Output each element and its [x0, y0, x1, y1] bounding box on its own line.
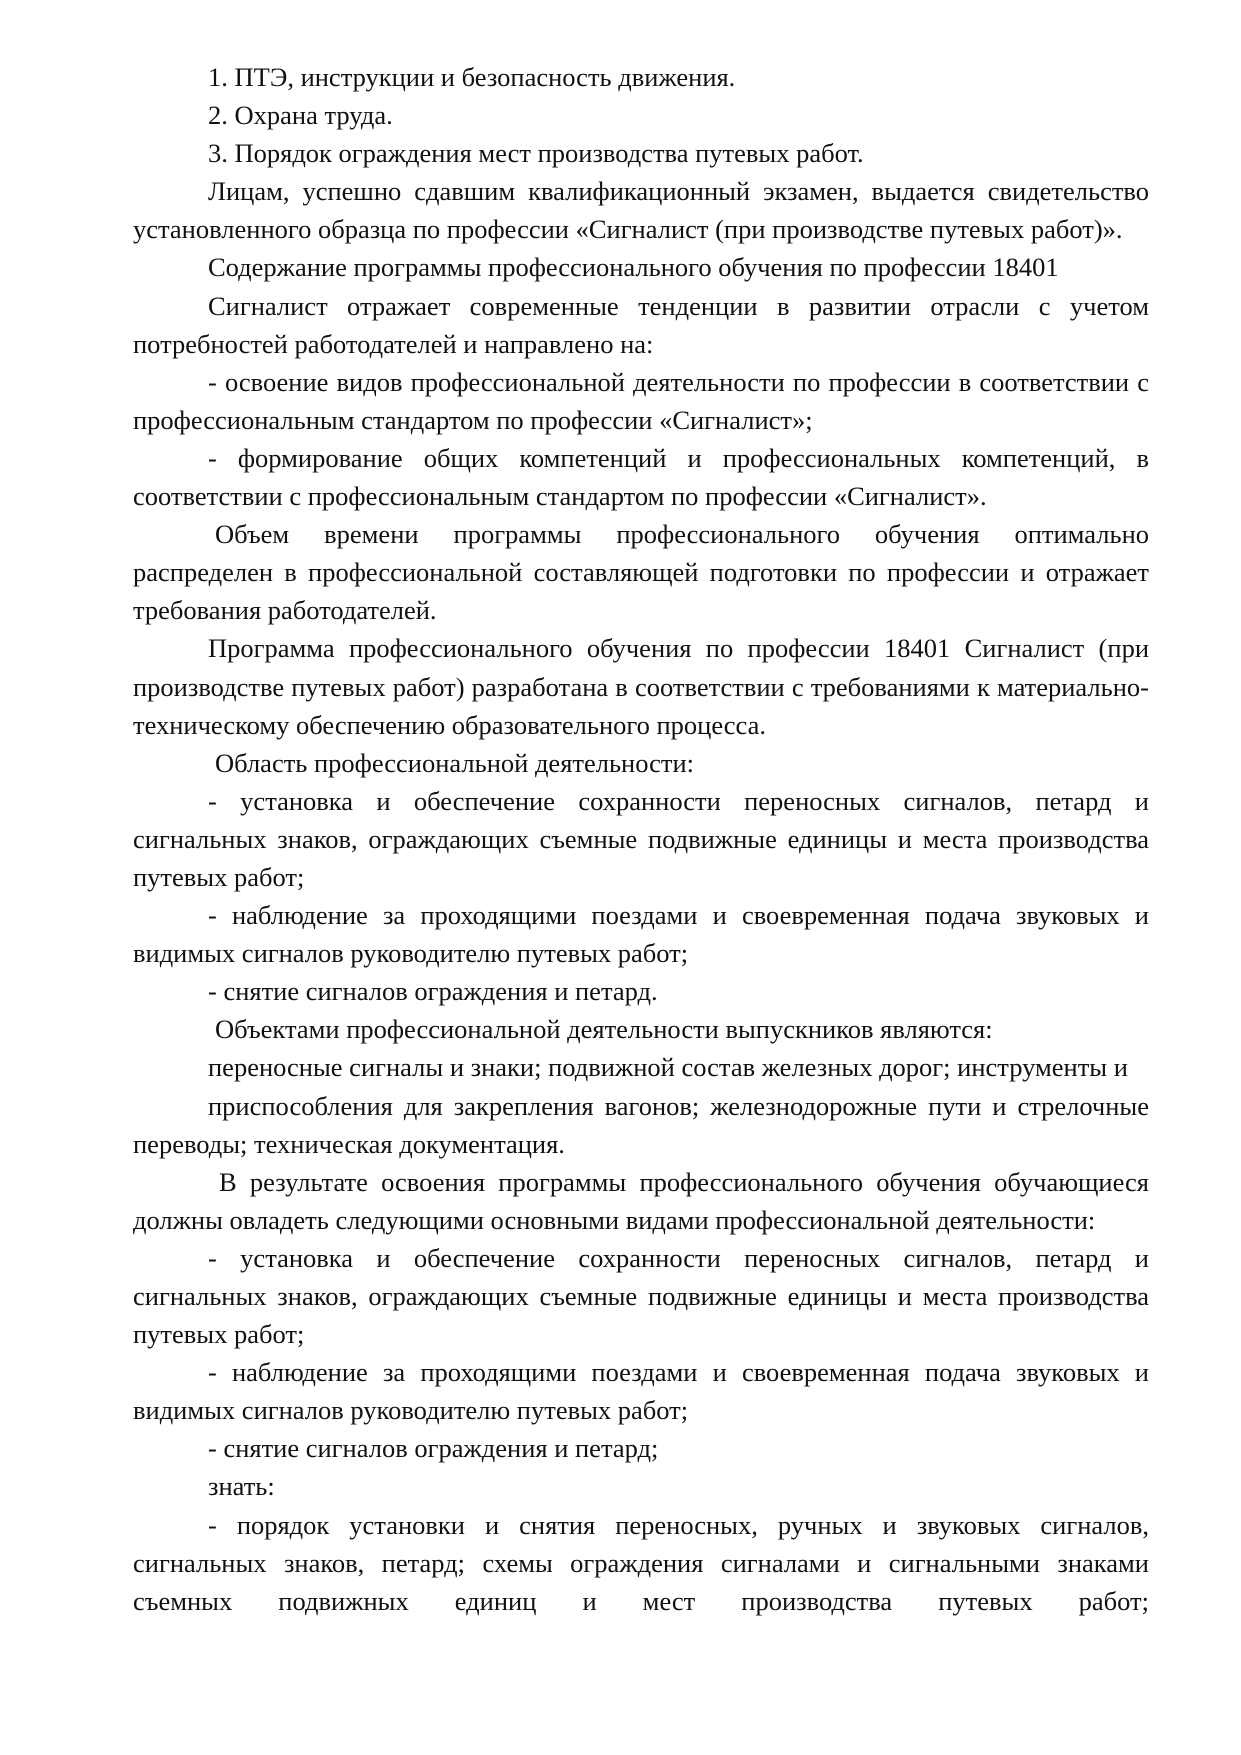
paragraph-activity-objects: Объектами профессиональной деятельности выпускников являются:: [215, 1014, 993, 1045]
bullet-mastering-activities: - освоение видов профессиональной деятельности по профессии в соответствии с профессиональным стандартом по профессии «Сигналист»;: [133, 366, 1149, 435]
list-item-pte: 1. ПТЭ, инструкции и безопасность движения.: [208, 62, 736, 92]
bullet-installation-order: - порядок установки и снятия переносных, ручных и звуковых сигналов, сигнальных знаков, петард; схемы ограждения сигналами и сигнальными знаками съемных подвижных единиц и мест производства путевых работ;: [133, 1509, 1149, 1616]
document-page: [133, 58, 1149, 1620]
paragraph-time-volume: Объем времени программы профессионального обучения оптимально распределен в профессиональной составляющей подготовки по профессии и отражает требования работодателей.: [133, 519, 1149, 626]
list-item-labor-safety: 2. Охрана труда.: [208, 100, 393, 131]
bullet-train-observation-2: - наблюдение за проходящими поездами и своевременная подача звуковых и видимых сигналов руководителю путевых работ;: [133, 1357, 1149, 1426]
paragraph-certificate: Лицам, успешно сдавшим квалификационный экзамен, выдается свидетельство установленного образца по профессии «Сигналист (при производстве путевых работ)».: [133, 176, 1149, 245]
bullet-train-observation: - наблюдение за проходящими поездами и своевременная подача звуковых и видимых сигналов руководителю путевых работ;: [133, 900, 1149, 969]
paragraph-objects-list-2: приспособления для закрепления вагонов; железнодорожные пути и стрелочные переводы; техническая документация.: [133, 1090, 1149, 1159]
paragraph-learning-result: В результате освоения программы профессионального обучения обучающиеся должны овладеть следующими основными видами профессиональной деятельности:: [133, 1166, 1149, 1235]
list-item-fencing-order: 3. Порядок ограждения мест производства путевых работ.: [208, 138, 864, 169]
paragraph-program-content: Содержание программы профессионального обучения по профессии 18401: [208, 252, 1059, 283]
bullet-signal-installation-2: - установка и обеспечение сохранности переносных сигналов, петард и сигнальных знаков, ограждающих съемные подвижные единицы и места производства путевых работ;: [133, 1242, 1149, 1350]
paragraph-program-developed: Программа профессионального обучения по профессии 18401 Сигналист (при производстве путевых работ) разработана в соответствии с требованиями к материально-техническому обеспечению образовательного процесса.: [133, 633, 1149, 740]
bullet-signal-removal-2: - снятие сигналов ограждения и петард;: [208, 1433, 659, 1464]
bullet-competencies: - формирование общих компетенций и профессиональных компетенций, в соответствии с профессиональным стандартом по профессии «Сигналист».: [133, 442, 1149, 512]
paragraph-program-trends: Сигналист отражает современные тенденции в развитии отрасли с учетом потребностей работодателей и направлено на:: [133, 290, 1149, 359]
bullet-signal-removal: - снятие сигналов ограждения и петард.: [208, 976, 658, 1007]
paragraph-objects-list-1: переносные сигналы и знаки; подвижной состав железных дорог; инструменты и: [208, 1052, 1128, 1083]
bullet-signal-installation: - установка и обеспечение сохранности переносных сигналов, петард и сигнальных знаков, ограждающих съемные подвижные единицы и места производства путевых работ;: [133, 785, 1149, 892]
paragraph-activity-area: Область профессиональной деятельности:: [215, 747, 695, 778]
paragraph-know: знать:: [208, 1471, 275, 1502]
